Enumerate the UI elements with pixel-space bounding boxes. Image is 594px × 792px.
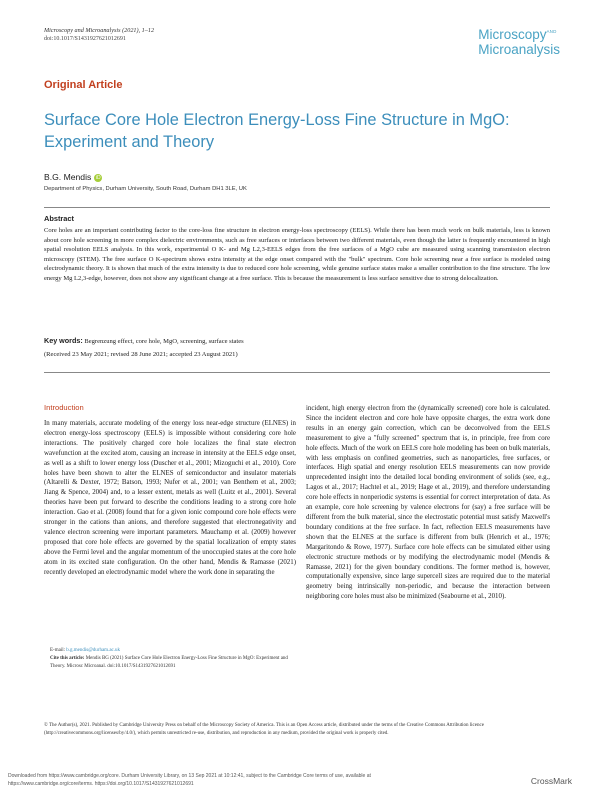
keywords-text: Begrenzung effect, core hole, MgO, screening, surface states — [84, 338, 244, 345]
received-dates: (Received 23 May 2021; revised 28 June 2021; accepted 23 August 2021) — [44, 351, 238, 358]
crossmark-logo[interactable]: CrossMark — [530, 776, 572, 786]
download-line-1[interactable]: Downloaded from https://www.cambridge.org/core. Durham University Library, on 13 Sep 2021 at 10:12:41, subject to the Cambridge Core terms of use, available at — [8, 773, 371, 779]
copyright-notice: © The Author(s), 2021. Published by Cambridge University Press on behalf of the Microscopy Society of America. This is an Open Access article, distributed under the terms of the Creative Commons Attribution licence (http://creativecommons.org/licenses/by/4.0/), which permits unrestricted re-use, distribution, and reproduction in any medium, provided the original work is properly cited. — [44, 723, 484, 736]
author-name[interactable]: B.G. Mendis — [44, 172, 92, 182]
introduction-left-column: In many materials, accurate modeling of the energy loss near-edge structure (ELNES) in electron energy-loss spectroscopy (EELS) is impossible without considering core hole interactions. The positively charged core hole localizes the final state electron wavefunction at the excited atom, causing an increase in intensity at the EELS edge onset, as well as a shift to lower energy loss (Duscher et al., 2001; Mizoguchi et al., 2010). Core holes have been shown to alter the ELNES of semiconductor and insulator materials (Altarelli & Dexter, 1972; Batson, 1993; Nufer et al., 2001; van Benthem et al., 2003; Jiang & Spence, 2004) and, to a lesser extent, metals as well (Luitz et al., 2001). Several theories have been put forward to describe the conditions leading to a strong core hole interaction. Gao et al. (2008) found that for a given ionic compound core hole effects were stronger in the cations than anions, and therefore suggested that electronegativity and valence electron screening were important parameters. Mauchamp et al. (2009) however proposed that core hole effects are governed by the spatial localization of empty states above the Fermi level and the angular momentum of the unoccupied states at the core hole atom in its excited state configuration. On the other hand, Mendis & Ramasse (2021) recently developed an electrodynamic model where the work done in separating the — [44, 420, 296, 576]
affiliation: Department of Physics, Durham University, South Road, Durham DH1 3LE, UK — [44, 186, 247, 192]
cite-line — [50, 655, 296, 671]
doi-line[interactable]: doi:10.1017/S1431927621012691 — [44, 36, 126, 42]
footnote — [50, 647, 296, 671]
author-line — [44, 172, 102, 182]
orcid-icon[interactable]: iD — [95, 175, 101, 181]
email-link[interactable]: b.g.mendis@durham.ac.uk — [66, 648, 121, 653]
email-line — [50, 647, 296, 655]
divider-bottom — [44, 372, 550, 373]
article-title: Surface Core Hole Electron Energy-Loss Fine Structure in MgO: Experiment and Theory — [44, 111, 510, 151]
divider-top — [44, 207, 550, 208]
email-label: E-mail: — [50, 648, 65, 653]
journal-logo — [478, 24, 560, 57]
logo-line-2: Microanalysis — [478, 42, 560, 57]
keywords-label: Key words: — [44, 336, 83, 345]
journal-reference: Microscopy and Microanalysis (2021), 1–12 — [44, 27, 155, 34]
logo-and: AND — [546, 29, 557, 34]
download-bar — [0, 772, 594, 792]
abstract-heading: Abstract — [44, 214, 74, 223]
cite-text: Mendis BG (2021) Surface Core Hole Electron Energy-Loss Fine Structure in MgO: Experiment and Theory. Microsc Microanal. doi:10.1017/S1431927621012691 — [50, 656, 288, 669]
cite-label: Cite this article: — [50, 656, 85, 661]
keywords — [44, 336, 244, 345]
download-line-2[interactable]: https://www.cambridge.org/core/terms. https://doi.org/10.1017/S1431927621012691 — [8, 780, 194, 787]
article-type: Original Article — [44, 79, 123, 91]
logo-line-1: Microscopy — [478, 27, 547, 42]
download-notice — [8, 773, 371, 788]
abstract-text: Core holes are an important contributing factor to the core-loss fine structure in electron energy-loss spectroscopy (EELS). While there has been much work on bulk materials, less is known about core hole screening in more complex dielectric environments, such as free surfaces or interfaces between two different materials, even though the latter is frequently encountered in high spatial resolution EELS analysis. In this work, experimental O K- and Mg L2,3-EELS edges from the free surfaces of a MgO cube are measured using scanning transmission electron microscopy (STEM). The free surface O K-spectrum shows extra intensity at the edge onset compared with the "bulk" spectrum. Core hole screening near a free surface is modeled using electrodynamic theory. It is shown that much of the extra intensity is due to reduced core hole screening, while genuine surface states make a smaller contribution to the fine structure. The low energy Mg L2,3-edge, however, does not show any significant change at a free surface. This is because the measurement is less surface sensitive due to strong delocalization. — [44, 227, 550, 282]
introduction-heading: Introduction — [44, 403, 84, 412]
introduction-right-column: incident, high energy electron from the (dynamically screened) core hole is calculated. Since the incident electron and core hole have opposite charges, the extra work done results in an energy gain correction, which can be deconvolved from the EELS measurement to give a "fully screened" spectrum that is, in principle, free from core hole effects. Much of the work on EELS core hole modeling has been on bulk materials, with less emphasis on confined geometries, such as nanoparticles, free surfaces, or interfaces. High spatial and energy resolution EELS measurements can now provide unprecedented insight into the detailed local bonding environment of solids (see, e.g., Lagos et al., 2017; Hachtel et al., 2019; Hage et al., 2019), and therefore understanding core hole effects in nonperiodic systems is essential for correct interpretation of data. As an example, core hole screening by valence electrons for (say) a free surface will be different from the bulk material, since the electrostatic potential must satisfy Maxwell's boundary conditions at the free surface. In fact, reflection EELS measurements have shown that the ELNES at the surface is different from bulk (Henrich et al., 1976; Margaritondo & Rowe, 1977). Surface core hole effects can be simulated either using electronic structure methods or by modifying the electrodynamic model (Mendis & Ramasse, 2021) for the given boundary conditions. The former method is, however, computationally expensive, since large supercell sizes are required due to the material geometry being intrinsically non-periodic, and because the interaction between neighboring core holes must also be minimized (Seabourne et al., 2010). — [306, 405, 550, 601]
